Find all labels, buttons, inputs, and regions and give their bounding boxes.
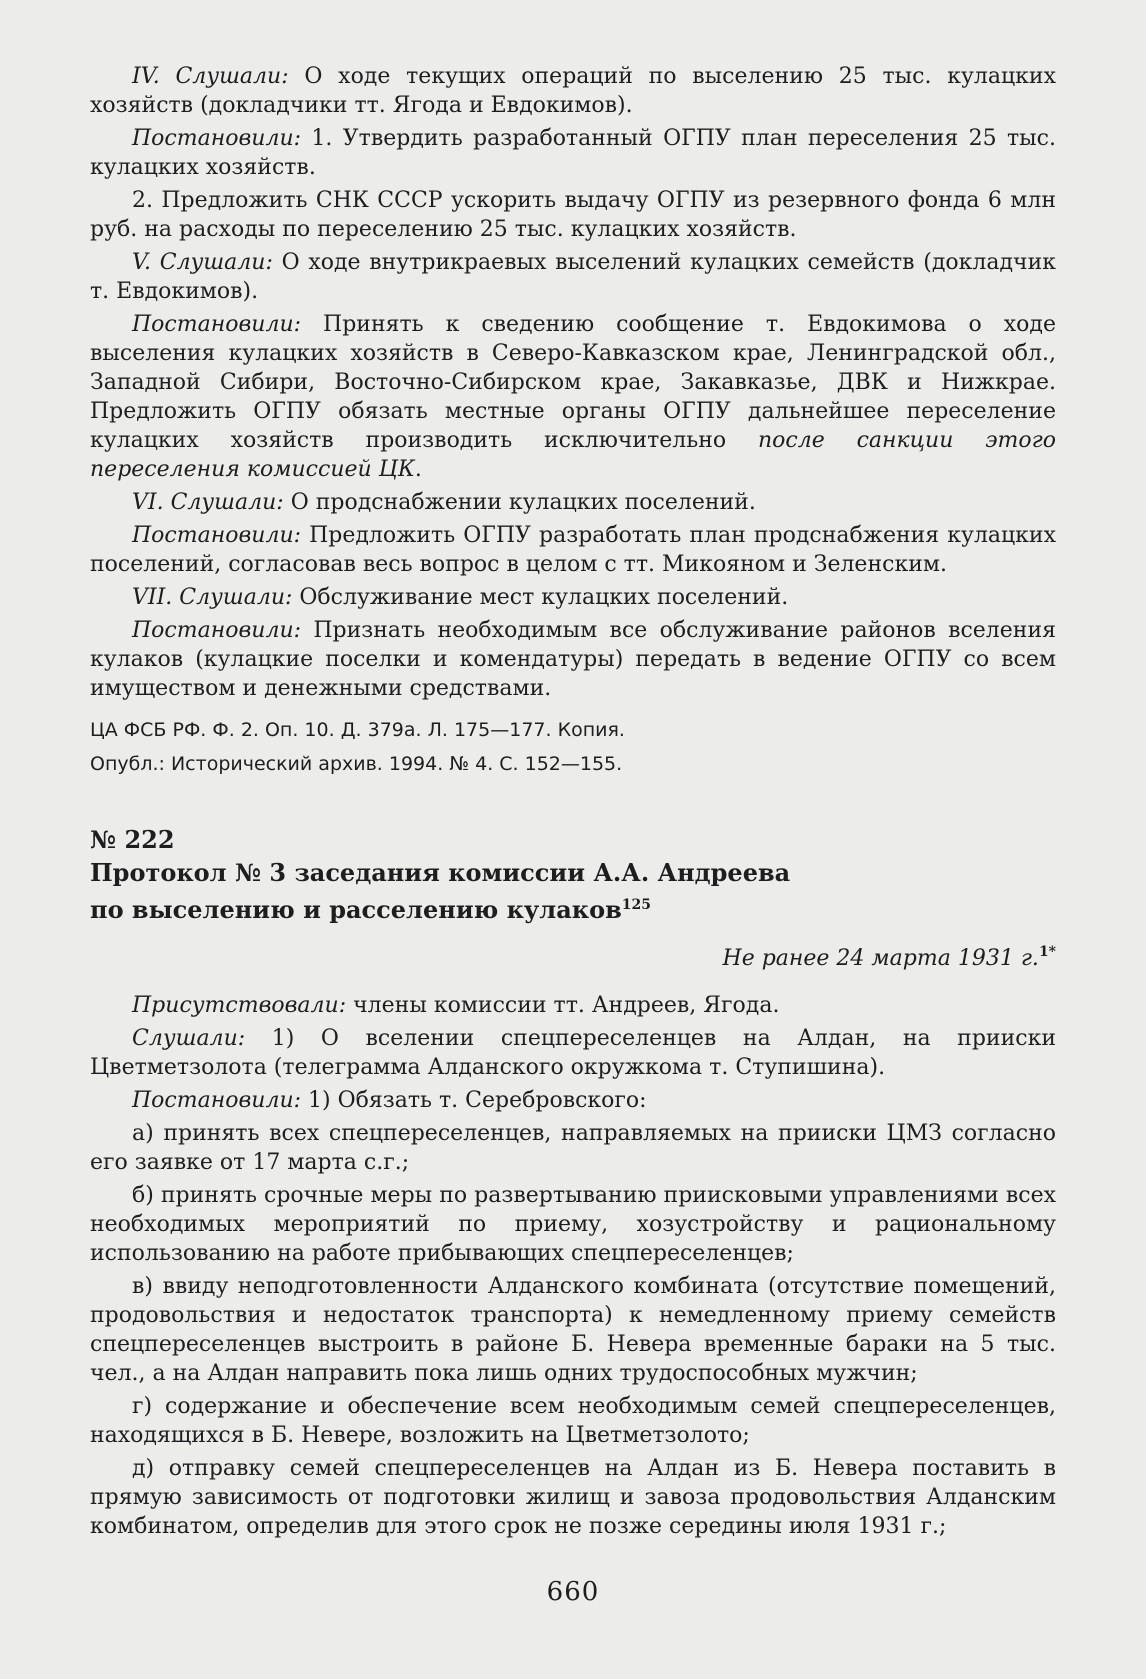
heard-text: О продснабжении кулацких поселений. xyxy=(283,490,756,515)
document-date xyxy=(90,938,1056,973)
heard-text: О ходе внутрикраевых выселений кулацких семейств (докладчик т. Евдокимов). xyxy=(90,250,1056,304)
document-title xyxy=(90,857,1056,926)
date-footnote-ref: 1* xyxy=(1038,944,1056,960)
publication-reference: Опубл.: Исторический архив. 1994. № 4. С. 152—155. xyxy=(90,753,623,775)
present-label: Присутствовали: xyxy=(132,993,347,1018)
resolved-label: Постановили: xyxy=(132,1088,302,1113)
section-4-resolved xyxy=(90,124,1056,182)
heard-text: Обслуживание мест кулацких поселений. xyxy=(292,585,789,610)
title-footnote-ref: 125 xyxy=(621,897,651,913)
archive-source: ЦА ФСБ РФ. Ф. 2. Оп. 10. Д. 379а. Л. 175—177. Копия. xyxy=(90,719,625,741)
heard-text: 1) О вселении спецпереселенцев на Алдан, на прииски Цветметзолота (телеграмма Алданского окружкома т. Ступишина). xyxy=(90,1026,1056,1080)
resolved-italic: после санкции этого переселения комиссией ЦК xyxy=(90,428,1057,482)
resolution-item-g: г) содержание и обеспечение всем необходимым семей спецпереселенцев, находящихся в Б. Невере, возложить на Цветметзолото; xyxy=(90,1394,1056,1448)
section-5-heard xyxy=(90,248,1056,306)
resolved-label: Постановили: xyxy=(132,312,302,337)
resolved-label: Постановили: xyxy=(132,126,302,151)
protocol-heard xyxy=(90,1024,1056,1082)
section-5-resolved xyxy=(90,310,1056,484)
section-6-resolved xyxy=(90,521,1056,579)
section-4-heard xyxy=(90,62,1056,120)
heard-label: Слушали: xyxy=(132,1026,246,1051)
heard-label: V. Слушали: xyxy=(132,250,273,275)
resolution-item-d: д) отправку семей спецпереселенцев на Алдан из Б. Невера поставить в прямую зависимость от подготовки жилищ и завоза продовольствия Алданским комбинатом, определив для этого срок не позже середины июля 1931 г.; xyxy=(90,1456,1056,1539)
date-text: Не ранее 24 марта 1931 г. xyxy=(722,946,1039,971)
heard-label: IV. Слушали: xyxy=(132,64,289,89)
resolution-item-a: а) принять всех спецпереселенцев, направляемых на прииски ЦМЗ согласно его заявке от 17 марта с.г.; xyxy=(90,1121,1056,1175)
resolved-label: Постановили: xyxy=(132,618,302,643)
heard-text: О ходе текущих операций по выселению 25 тыс. кулацких хозяйств (докладчики тт. Ягода и Евдокимов). xyxy=(90,64,1056,118)
heard-label: VI. Слушали: xyxy=(132,490,284,515)
page-number: 660 xyxy=(546,1577,600,1607)
title-line-1: Протокол № 3 заседания комиссии А.А. Андреева xyxy=(90,858,791,887)
resolved-text: Предложить ОГПУ разработать план продснабжения кулацких поселений, согласовав весь вопрос в целом с тт. Микояном и Зеленским. xyxy=(90,523,1056,577)
resolution-item-v: в) ввиду неподготовленности Алданского комбината (отсутствие помещений, продовольствия и недостаток транспорта) к немедленному приему семейств спецпереселенцев выстроить в районе Б. Невера временные бараки на 5 тыс. чел., а на Алдан направить пока лишь одних трудоспособных мужчин; xyxy=(90,1274,1056,1386)
resolved-text: 1) Обязать т. Серебровского: xyxy=(301,1088,647,1113)
resolved-text: Признать необходимым все обслуживание районов вселения кулаков (кулацкие поселки и комендатуры) передать в ведение ОГПУ со всем имуществом и денежными средствами. xyxy=(90,618,1056,701)
title-line-2: по выселению и расселению кулаков xyxy=(90,895,622,924)
section-7-resolved xyxy=(90,616,1056,703)
section-4-item-2: 2. Предложить СНК СССР ускорить выдачу ОГПУ из резервного фонда 6 млн руб. на расходы по переселению 25 тыс. кулацких хозяйств. xyxy=(90,188,1056,242)
resolution-item-b: б) принять срочные меры по развертыванию приисковыми управлениями всех необходимых мероприятий по приему, хозустройству и рациональному использованию на работе прибывающих спецпереселенцев; xyxy=(90,1183,1056,1266)
resolved-text: 1. Утвердить разработанный ОГПУ план переселения 25 тыс. кулацких хозяйств. xyxy=(90,126,1056,180)
text-column xyxy=(90,62,1056,1541)
present-text: члены комиссии тт. Андреев, Ягода. xyxy=(346,993,780,1018)
heard-label: VII. Слушали: xyxy=(132,585,293,610)
document-number: № 222 xyxy=(90,825,175,854)
resolved-label: Постановили: xyxy=(132,523,302,548)
protocol-present xyxy=(90,991,1056,1020)
protocol-resolved xyxy=(90,1086,1056,1115)
resolved-end: . xyxy=(414,457,422,482)
section-6-heard xyxy=(90,488,1056,517)
resolved-text: Принять к сведению сообщение т. Евдокимова о ходе выселения кулацких хозяйств в Северо-Кавказском крае, Ленинградской обл., Западной Сибири, Восточно-Сибирском крае, Закавказье, ДВК и Нижкрае. Предложить ОГПУ обязать местные органы ОГПУ дальнейшее переселение кулацких хозяйств производить исключительно xyxy=(90,312,1056,453)
section-7-heard xyxy=(90,583,1056,612)
